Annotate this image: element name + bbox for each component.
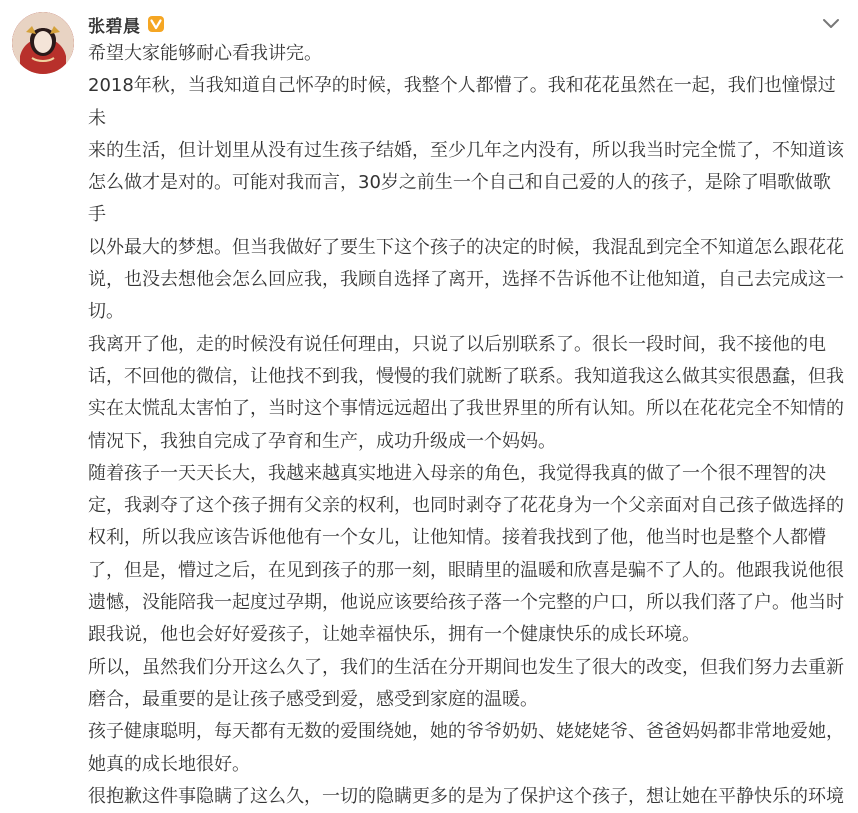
verified-badge-icon [147, 15, 165, 33]
post-line: 怎么做才是对的。可能对我而言，30岁之前生一个自己和自己爱的人的孩子，是除了唱歌做歌手 [88, 172, 831, 226]
post-content [88, 38, 846, 813]
post-line: 我离开了他，走的时候没有说任何理由，只说了以后别联系了。很长一段时间，我不接他的电 [88, 333, 826, 355]
username[interactable]: 张碧晨 [88, 16, 141, 37]
post-line: 说，也没去想他会怎么回应我，我顾自选择了离开，选择不告诉他不让他知道，自己去完成这一 [88, 269, 844, 291]
post-line: 权利，所以我应该告诉他他有一个女儿，让他知情。接着我找到了他，他当时也是整个人都懵 [88, 527, 826, 549]
post-line: 实在太慌乱太害怕了，当时这个事情远远超出了我世界里的所有认知。所以在花花完全不知情的 [88, 398, 844, 420]
post-line: 她真的成长地很好。 [88, 753, 250, 775]
post-line: 随着孩子一天天长大，我越来越真实地进入母亲的角色，我觉得我真的做了一个很不理智的决 [88, 462, 826, 484]
post-line: 定，我剥夺了这个孩子拥有父亲的权利，也同时剥夺了花花身为一个父亲面对自己孩子做选择的 [88, 495, 844, 517]
post-line: 孩子健康聪明，每天都有无数的爱围绕她，她的爷爷奶奶、姥姥姥爷、爸爸妈妈都非常地爱她， [88, 721, 844, 743]
post-line: 以外最大的梦想。但当我做好了要生下这个孩子的决定的时候，我混乱到完全不知道怎么跟花花 [88, 236, 844, 258]
post-line: 磨合，最重要的是让孩子感受到爱，感受到家庭的温暖。 [88, 688, 538, 710]
post-line: 遗憾，没能陪我一起度过孕期，他说应该要给孩子落一个完整的户口，所以我们落了户。他当时 [88, 592, 844, 614]
post-line: 来的生活，但计划里从没有过生孩子结婚，至少几年之内没有，所以我当时完全慌了，不知道该 [88, 139, 844, 161]
post-line: 话，不回他的微信，让他找不到我，慢慢的我们就断了联系。我知道我这么做其实很愚蠢，但我 [88, 365, 844, 387]
post-line: 2018年秋，当我知道自己怀孕的时候，我整个人都懵了。我和花花虽然在一起，我们也憧憬过未 [88, 75, 836, 129]
post-header [88, 10, 165, 38]
post-line: 希望大家能够耐心看我讲完。 [88, 43, 322, 64]
post-line: 所以，虽然我们分开这么久了，我们的生活在分开期间也发生了很大的改变，但我们努力去重新 [88, 656, 844, 678]
post-line: 情况下，我独自完成了孕育和生产，成功升级成一个妈妈。 [88, 430, 556, 452]
chevron-down-icon[interactable] [822, 16, 840, 30]
post-line: 很抱歉这件事隐瞒了这么久，一切的隐瞒更多的是为了保护这个孩子，想让她在平静快乐的环境 [88, 785, 844, 807]
post-line: 跟我说，他也会好好爱孩子，让她幸福快乐，拥有一个健康快乐的成长环境。 [88, 624, 700, 646]
post-line: 了，但是，懵过之后，在见到孩子的那一刻，眼睛里的温暖和欣喜是骗不了人的。他跟我说他很 [88, 559, 844, 581]
avatar-image [12, 12, 74, 74]
user-avatar[interactable] [12, 12, 74, 74]
post-line: 切。 [88, 301, 124, 323]
